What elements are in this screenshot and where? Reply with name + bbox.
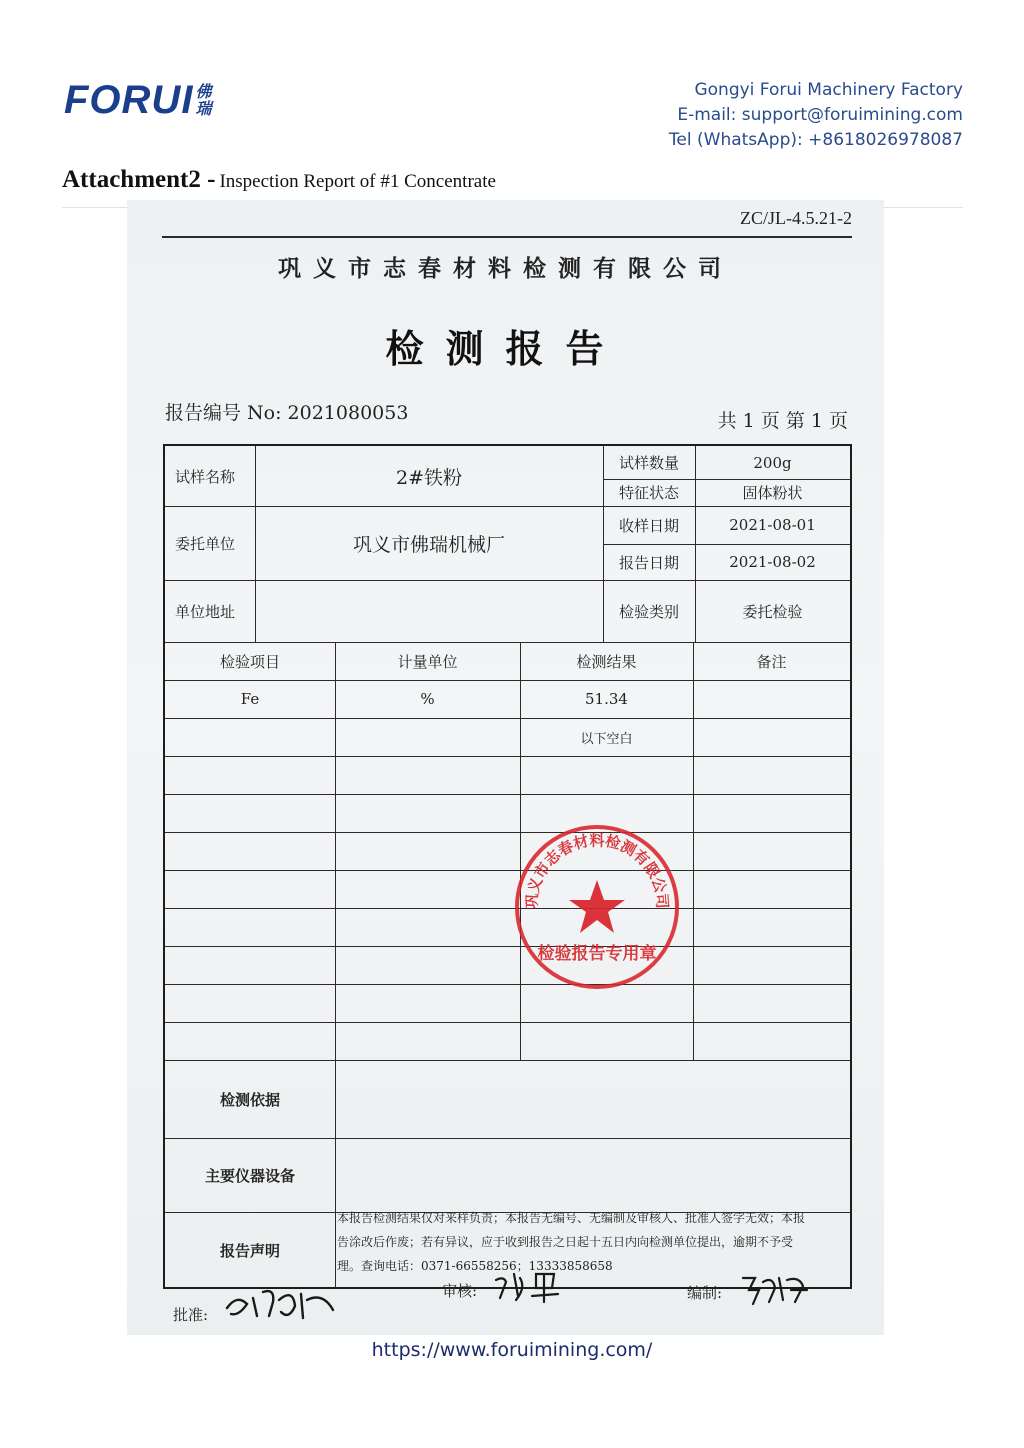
col-result: 检测结果 [576,652,637,671]
row2-result: 以下空白 [580,731,633,747]
declaration-text: 本报告检测结果仅对来样负责；本报告无编号、无编制及审核人、批准人签字无效；本报告涂改后作废；若有异议，应于收到报告之日起十五日内向检测单位提出，逾期不予受理。查询电话：0371-66558256；13333858658 [337,1211,806,1273]
approve-label: 批准: [173,1306,209,1324]
row1-result: 51.34 [585,690,628,708]
star-icon [569,880,625,933]
top-rule [162,236,852,238]
attachment-label: Attachment2 - [62,166,216,193]
forui-logo [64,80,211,120]
seal-top-text: 巩义市志春材料检测有限公司 [522,831,672,910]
client-name: 巩义市佛瑞机械厂 [352,533,505,556]
report-table [163,444,852,1289]
inspection-seal-stamp [512,822,682,992]
sample-qty: 200g [753,453,792,472]
report-date: 2021-08-02 [729,553,816,571]
reviewer-signature [492,1266,572,1306]
company-name: Gongyi Forui Machinery Factory [694,80,963,100]
col-remark: 备注 [756,652,787,671]
report-date-label: 报告日期 [618,553,679,572]
col-item: 检验项目 [219,652,280,671]
form-code: ZC/JL-4.5.21-2 [740,208,852,228]
received-date: 2021-08-01 [729,516,816,534]
compile-label: 编制: [687,1284,723,1302]
report-title: 检测报告 [385,326,626,371]
type-label: 检验类别 [618,602,679,621]
address-value [255,580,603,642]
equipment-label: 主要仪器设备 [204,1166,295,1185]
lab-name: 巩义市志春材料检测有限公司 [278,255,733,282]
row1-item: Fe [240,690,260,708]
company-email: E-mail: support@foruimining.com [677,105,963,125]
logo-chinese: 佛 瑞 [195,82,212,118]
compiler-signature [739,1268,811,1308]
sample-name-label: 试样名称 [175,467,236,486]
report-number: 报告编号 No: 2021080053 [165,402,409,424]
logo-wordmark: FORUI [64,78,194,122]
approver-signature [223,1280,343,1325]
col-unit: 计量单位 [397,652,458,671]
page-count: 共 1 页 第 1 页 [717,410,848,432]
report-photo [127,200,884,1335]
row1-unit: % [420,690,435,708]
address-label: 单位地址 [175,602,236,621]
received-label: 收样日期 [618,516,679,535]
client-label: 委托单位 [175,534,236,553]
company-phone: Tel (WhatsApp): +8618026978087 [668,130,963,150]
review-label: 审核: [442,1282,478,1300]
basis-label: 检测依据 [219,1090,280,1109]
company-contact [669,78,963,153]
feature-label: 特征状态 [618,484,679,502]
attachment-heading [62,166,496,194]
feature-value: 固体粉状 [742,484,803,502]
website-url[interactable]: https://www.foruimining.com/ [371,1339,653,1361]
type-value: 委托检验 [742,602,803,621]
declaration-label: 报告声明 [219,1242,280,1260]
sample-name: 2#铁粉 [395,466,462,489]
attachment-title: Inspection Report of #1 Concentrate [219,171,496,192]
sample-qty-label: 试样数量 [618,454,679,472]
seal-bottom-text: 检验报告专用章 [537,944,657,964]
